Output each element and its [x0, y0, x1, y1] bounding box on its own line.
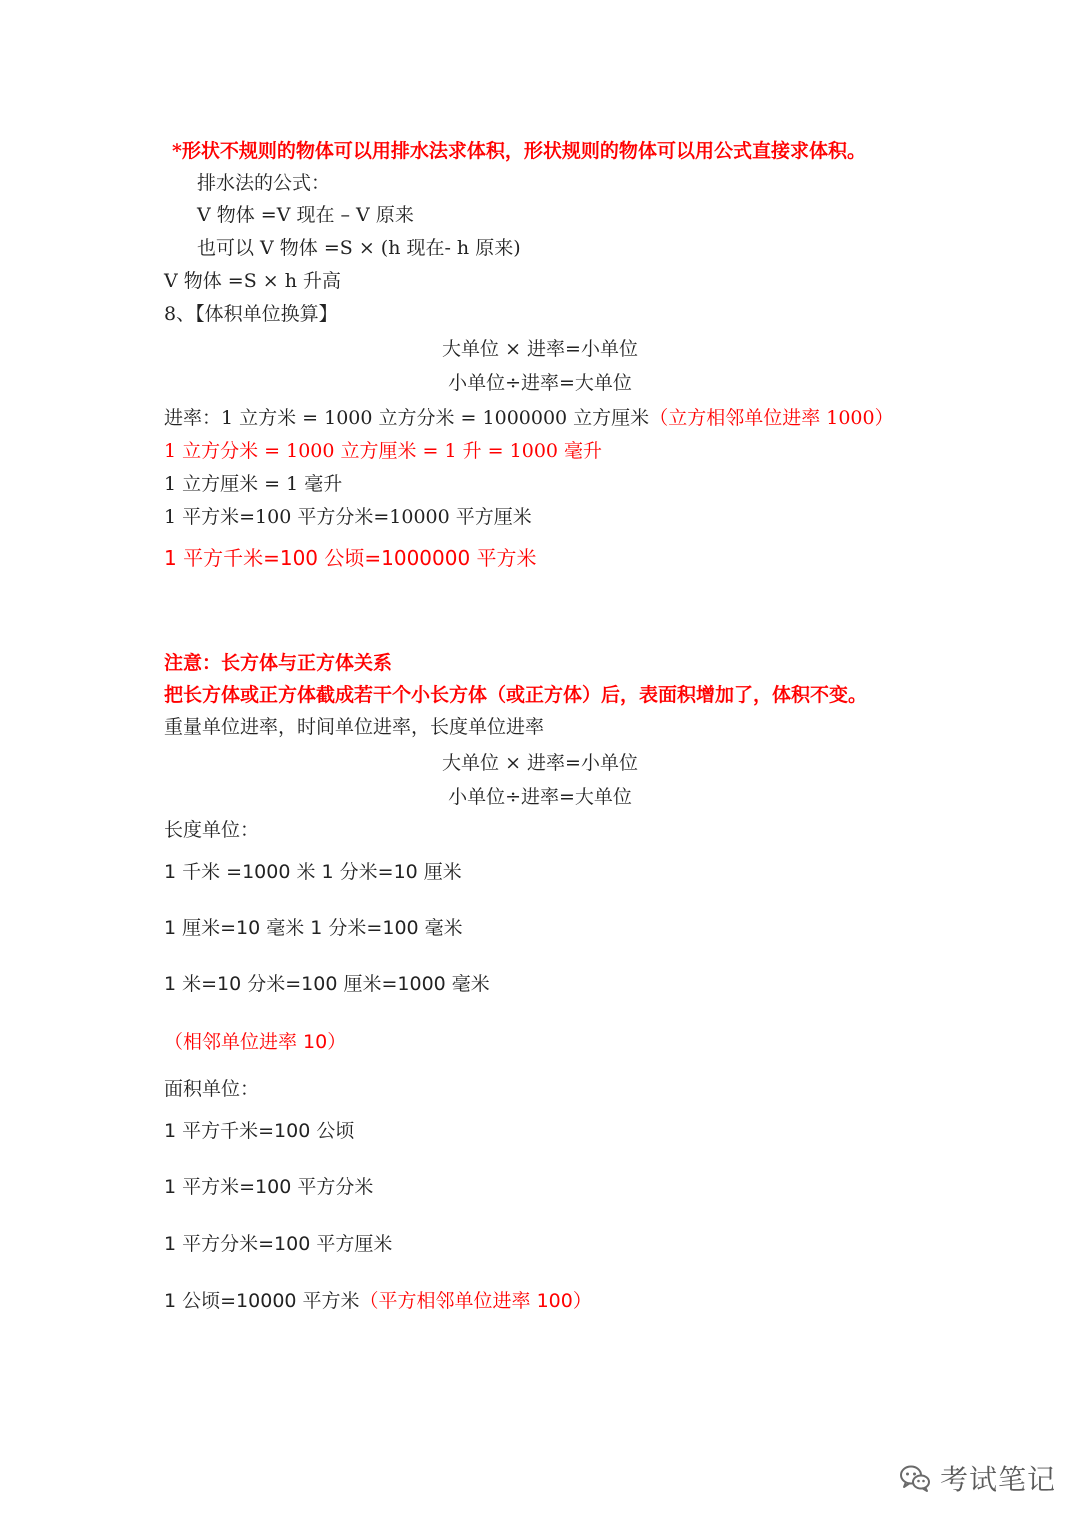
volume-rate-note: （立方相邻单位进率 1000）: [649, 407, 894, 429]
length-line: 1 厘米=10 毫米 1 分米=100 毫米: [164, 917, 463, 939]
length-rate-note: （相邻单位进率 10）: [164, 1031, 347, 1053]
note-heading: 注意：长方体与正方体关系: [164, 652, 393, 674]
area-line: 1 平方米=100 平方分米: [164, 1176, 374, 1198]
area-rate-line: [164, 1289, 592, 1313]
formula-line: V 物体 =S × h 升高: [164, 270, 342, 292]
section-heading: 8、【体积单位换算】: [164, 303, 338, 325]
note-text: 把长方体或正方体截成若干个小长方体（或正方体）后，表面积增加了，体积不变。: [164, 684, 868, 706]
rule-line: 小单位÷进率=大单位: [448, 786, 632, 808]
length-line: 1 米=10 分米=100 厘米=1000 毫米: [164, 973, 490, 995]
watermark: [898, 1458, 1056, 1498]
formula-line: 也可以 V 物体 =S × (h 现在- h 原来): [197, 237, 521, 259]
volume-conversion-line: [164, 406, 894, 430]
note-irregular-volume: *形状不规则的物体可以用排水法求体积，形状规则的物体可以用公式直接求体积。: [172, 140, 866, 162]
conversion-line: 1 立方厘米 = 1 毫升: [164, 473, 343, 495]
rule-line: 大单位 × 进率=小单位: [442, 752, 638, 774]
formula-line: V 物体 =V 现在 – V 原来: [197, 204, 414, 226]
rule-line: 大单位 × 进率=小单位: [442, 338, 638, 360]
wechat-icon: [898, 1461, 932, 1495]
rule-line: 小单位÷进率=大单位: [448, 372, 632, 394]
conversion-line: 1 立方分米 = 1000 立方厘米 = 1 升 = 1000 毫升: [164, 440, 603, 462]
watermark-text: 考试笔记: [940, 1463, 1057, 1496]
area-line: 1 平方分米=100 平方厘米: [164, 1233, 393, 1255]
area-line: 1 平方千米=100 公顷: [164, 1120, 355, 1142]
length-units-heading: 长度单位：: [164, 819, 260, 841]
drainage-formula-heading: 排水法的公式：: [197, 172, 331, 194]
units-rate-heading: 重量单位进率，时间单位进率，长度单位进率: [164, 716, 545, 738]
conversion-line: 1 平方千米=100 公顷=1000000 平方米: [164, 546, 537, 570]
area-line-text: 1 公顷=10000 平方米: [164, 1290, 360, 1312]
area-units-heading: 面积单位：: [164, 1078, 260, 1100]
volume-conversion-text: 进率：1 立方米 = 1000 立方分米 = 1000000 立方厘米: [164, 407, 650, 429]
area-rate-note: （平方相邻单位进率 100）: [359, 1290, 592, 1312]
conversion-line: 1 平方米=100 平方分米=10000 平方厘米: [164, 506, 532, 528]
length-line: 1 千米 =1000 米 1 分米=10 厘米: [164, 861, 462, 883]
